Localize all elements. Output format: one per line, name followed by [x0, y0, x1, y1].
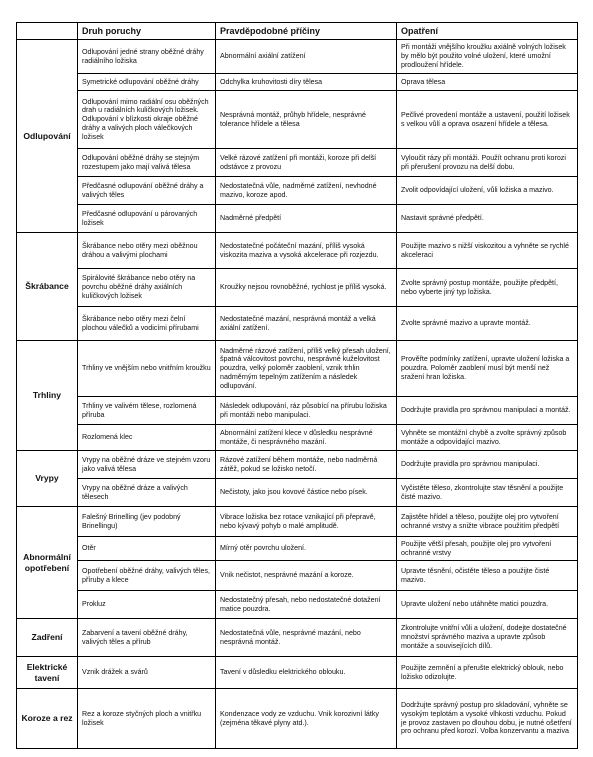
table-row	[17, 91, 578, 149]
table-row	[17, 619, 578, 657]
cause-cell: Nedostatečná vůle, nesprávné mazání, nebo nesprávná montáž.	[216, 619, 397, 657]
table-row	[17, 479, 578, 507]
table-row	[17, 149, 578, 177]
failure-type-cell: Zabarvení a tavení oběžné dráhy, valivých těles a přírub	[78, 619, 216, 657]
table-row	[17, 74, 578, 91]
failure-type-cell: Vrypy na oběžné dráze a valivých tělesech	[78, 479, 216, 507]
failure-type-cell: Rozlomená klec	[78, 425, 216, 451]
header-probable-causes: Pravděpodobné příčiny	[216, 23, 397, 40]
table-row	[17, 561, 578, 591]
failure-table-document	[16, 22, 577, 749]
measure-cell: Upravte těsnění, očistěte těleso a použijte čisté mazivo.	[397, 561, 578, 591]
measure-cell: Zkontrolujte vnitřní vůli a uložení, dodejte dostatečné množství správného maziva a upravte způsob montáže a souvisejících dílů.	[397, 619, 578, 657]
measure-cell: Vyloučit rázy při montáži. Použít ochranu proti korozi při přerušení provozu na delší dobu.	[397, 149, 578, 177]
failure-type-cell: Spirálovité škrábance nebo otěry na povrchu oběžné dráhy axiálních kuličkových ložisek	[78, 269, 216, 307]
measure-cell: Prověřte podmínky zatížení, upravte uložení ložiska a pouzdra. Poloměr zaoblení musí být menší než sražení hran ložiska.	[397, 341, 578, 397]
category-cell: Škrábance	[17, 233, 78, 341]
category-cell: Zadření	[17, 619, 78, 657]
category-cell: Abnormální opotřebení	[17, 507, 78, 619]
cause-cell: Nedostatečný přesah, nebo nedostatečné dotažení matice pouzdra.	[216, 591, 397, 619]
cause-cell: Nedostatečné počáteční mazání, příliš vysoká viskozita maziva a vysoká akcelerace při rozjezdu.	[216, 233, 397, 269]
cause-cell: Vnik nečistot, nesprávné mazání a koroze.	[216, 561, 397, 591]
cause-cell: Následek odlupování, ráz působící na přírubu ložiska při montáži nebo manipulaci.	[216, 397, 397, 425]
cause-cell: Abnormální axiální zatížení	[216, 40, 397, 74]
failure-type-cell: Odlupování jedné strany oběžné dráhy radiálního ložiska	[78, 40, 216, 74]
failure-type-cell: Odlupování mimo radiální osu oběžných drah u radiálních kuličkových ložisek. Odlupování v blízkosti okraje oběžné dráhy a valivých ploch válečkových ložisek	[78, 91, 216, 149]
table-row	[17, 657, 578, 689]
header-category	[17, 23, 78, 40]
table-row	[17, 40, 578, 74]
bearing-failure-table	[16, 22, 578, 749]
measure-cell: Dodržujte pravidla pro správnou manipulaci.	[397, 451, 578, 479]
failure-type-cell: Vrypy na oběžné dráze ve stejném vzoru jako valivá tělesa	[78, 451, 216, 479]
table-row	[17, 425, 578, 451]
failure-type-cell: Trhliny ve vnějším nebo vnitřním kroužku	[78, 341, 216, 397]
measure-cell: Oprava tělesa	[397, 74, 578, 91]
failure-type-cell: Opotřebení oběžné dráhy, valivých těles, příruby a klece	[78, 561, 216, 591]
cause-cell: Velké rázové zatížení při montáži, koroze při delší odstávce z provozu	[216, 149, 397, 177]
category-cell: Odlupování	[17, 40, 78, 233]
failure-type-cell: Falešný Brinelling (jev podobný Brinellingu)	[78, 507, 216, 537]
header-row	[17, 23, 578, 40]
cause-cell: Rázové zatížení během montáže, nebo nadměrná zátěž, pokud se ložisko netočí.	[216, 451, 397, 479]
cause-cell: Nesprávná montáž, průhyb hřídele, nesprávné tolerance hřídele a tělesa	[216, 91, 397, 149]
failure-type-cell: Škrábance nebo otěry mezi oběžnou dráhou a valivými plochami	[78, 233, 216, 269]
failure-type-cell: Trhliny ve valivém tělese, rozlomená příruba	[78, 397, 216, 425]
measure-cell: Použijte zemnění a přerušte elektrický oblouk, nebo ložisko odizolujte.	[397, 657, 578, 689]
table-row	[17, 397, 578, 425]
measure-cell: Zvolit odpovídající uložení, vůli ložiska a mazivo.	[397, 177, 578, 205]
failure-type-cell: Rez a koroze styčných ploch a vnitřku ložisek	[78, 689, 216, 749]
measure-cell: Vyhněte se montážní chybě a zvolte správný způsob montáže a odpovídající mazivo.	[397, 425, 578, 451]
measure-cell: Při montáži vnějšího kroužku axiálně volných ložisek by mělo být použito volné uložení, které umožní prodloužení hřídele.	[397, 40, 578, 74]
table-row	[17, 507, 578, 537]
measure-cell: Upravte uložení nebo utáhněte matici pouzdra.	[397, 591, 578, 619]
failure-type-cell: Odlupování oběžné dráhy se stejným rozestupem jako mají valivá tělesa	[78, 149, 216, 177]
cause-cell: Nečistoty, jako jsou kovové částice nebo písek.	[216, 479, 397, 507]
failure-type-cell: Vznik drážek a svárů	[78, 657, 216, 689]
cause-cell: Nedostatečná vůle, nadměrné zatížení, nevhodné mazivo, koroze apod.	[216, 177, 397, 205]
measure-cell: Nastavit správné předpětí.	[397, 205, 578, 233]
category-cell: Trhliny	[17, 341, 78, 451]
table-row	[17, 451, 578, 479]
cause-cell: Nedostatečné mazání, nesprávná montáž a velká axiální zatížení.	[216, 307, 397, 341]
cause-cell: Abnormální zatížení klece v důsledku nesprávné montáže, či nesprávného mazání.	[216, 425, 397, 451]
table-row	[17, 205, 578, 233]
category-cell: Vrypy	[17, 451, 78, 507]
failure-type-cell: Předčasné odlupování oběžné dráhy a valivých těles	[78, 177, 216, 205]
cause-cell: Kondenzace vody ze vzduchu. Vnik korozivní látky (zejména těkavé plyny atd.).	[216, 689, 397, 749]
header-measures: Opatření	[397, 23, 578, 40]
measure-cell: Použijte mazivo s nižší viskozitou a vyhněte se rychlé akceleraci	[397, 233, 578, 269]
cause-cell: Nadměrné rázové zatížení, příliš velký přesah uložení, špatná válcovitost povrchu, nesprávné kuželovitost pouzdra, velký poloměr zaoblení, vznik trhlin nadměrným tepelným zatížením a následek odlupování.	[216, 341, 397, 397]
table-row	[17, 269, 578, 307]
measure-cell: Zvolte správné mazivo a upravte montáž.	[397, 307, 578, 341]
failure-type-cell: Symetrické odlupování oběžné dráhy	[78, 74, 216, 91]
cause-cell: Mírný otěr povrchu uložení.	[216, 537, 397, 561]
measure-cell: Dodržujte pravidla pro správnou manipulaci a montáž.	[397, 397, 578, 425]
failure-type-cell: Předčasné odlupování u párovaných ložisek	[78, 205, 216, 233]
cause-cell: Vibrace ložiska bez rotace vznikající při přepravě, nebo kývavý pohyb o malé amplitudě.	[216, 507, 397, 537]
failure-type-cell: Prokluz	[78, 591, 216, 619]
table-row	[17, 307, 578, 341]
failure-type-cell: Škrábance nebo otěry mezi čelní plochou válečků a vodicími přírubami	[78, 307, 216, 341]
cause-cell: Odchylka kruhovitosti díry tělesa	[216, 74, 397, 91]
cause-cell: Kroužky nejsou rovnoběžné, rychlost je příliš vysoká.	[216, 269, 397, 307]
table-row	[17, 233, 578, 269]
table-row	[17, 591, 578, 619]
measure-cell: Pečlivé provedení montáže a ustavení, použití ložisek s velkou vůlí a oprava osazení hřídele a tělesa.	[397, 91, 578, 149]
cause-cell: Nadměrné předpětí	[216, 205, 397, 233]
category-cell: Koroze a rez	[17, 689, 78, 749]
measure-cell: Vyčistěte těleso, zkontrolujte stav těsnění a použijte čisté mazivo.	[397, 479, 578, 507]
measure-cell: Zajistěte hřídel a těleso, použijte olej pro vytvoření ochranné vrstvy a snižte vibrace použitím předpětí	[397, 507, 578, 537]
table-row	[17, 537, 578, 561]
table-row	[17, 689, 578, 749]
failure-type-cell: Otěr	[78, 537, 216, 561]
measure-cell: Zvolte správný postup montáže, použijte předpětí, nebo vyberte jiný typ ložiska.	[397, 269, 578, 307]
measure-cell: Dodržujte správný postup pro skladování, vyhněte se vysokým teplotám a vysoké vlhkosti vzduchu. Pokud je provoz zastaven po dlouhou dobu, je nutné ošetření pro ochranu před korozí. Volba konzervantu a maziva	[397, 689, 578, 749]
table-row	[17, 177, 578, 205]
category-cell: Elektrické tavení	[17, 657, 78, 689]
cause-cell: Tavení v důsledku elektrického oblouku.	[216, 657, 397, 689]
measure-cell: Použijte větší přesah, použijte olej pro vytvoření ochranné vrstvy	[397, 537, 578, 561]
table-row	[17, 341, 578, 397]
header-failure-type: Druh poruchy	[78, 23, 216, 40]
